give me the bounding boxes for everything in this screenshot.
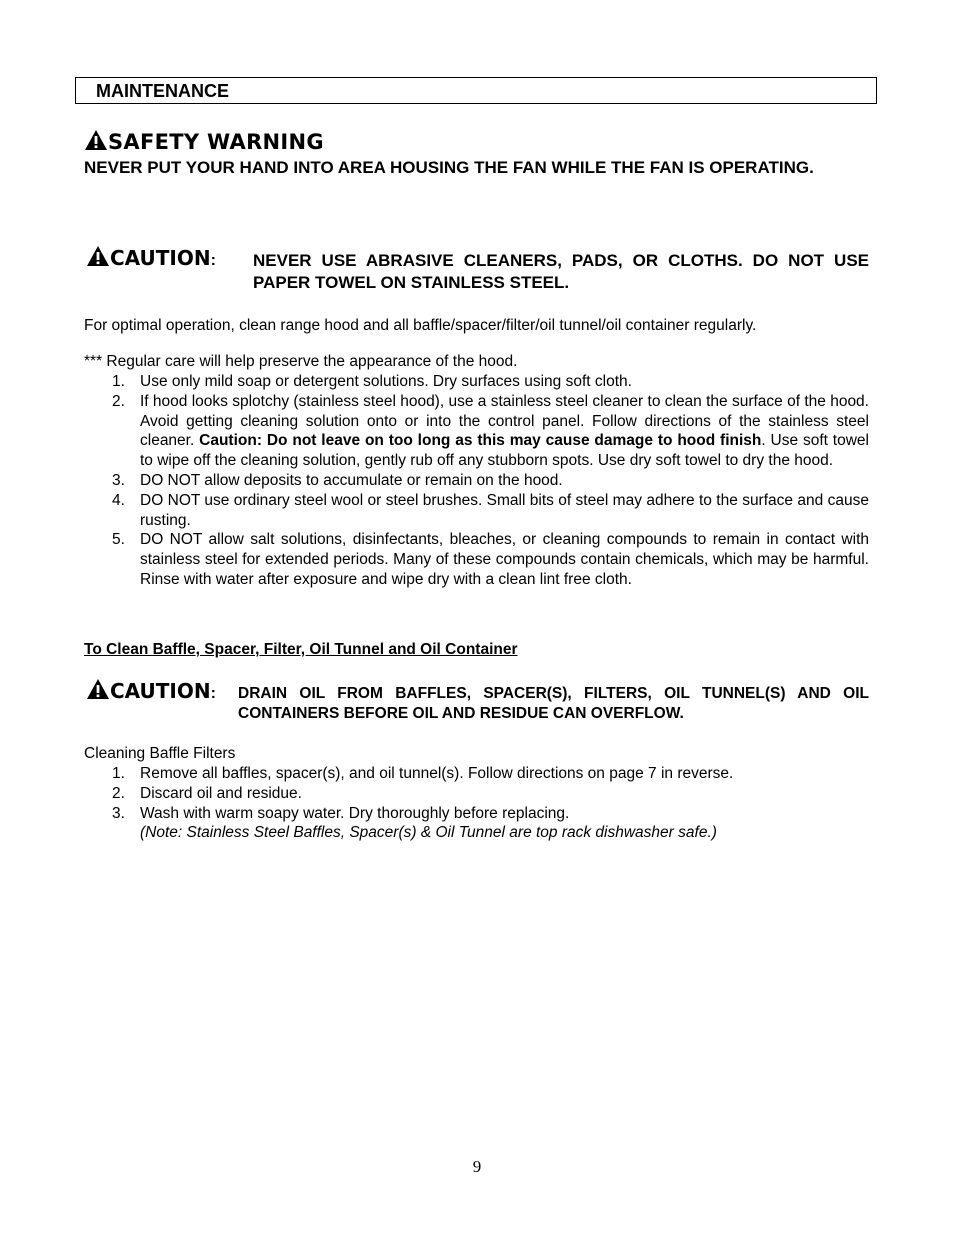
list-number: 3. <box>112 804 125 822</box>
list-item <box>84 804 869 844</box>
care-steps-list <box>84 372 869 590</box>
warning-triangle-icon <box>86 245 110 267</box>
filter-steps-list <box>84 764 869 843</box>
list-item-text: DO NOT allow deposits to accumulate or remain on the hood. <box>140 471 563 489</box>
caution-colon-2: : <box>210 685 216 702</box>
caution-colon-1: : <box>210 252 216 269</box>
list-item <box>84 530 869 589</box>
list-item-text: DO NOT use ordinary steel wool or steel brushes. Small bits of steel may adhere to the surface and cause rusting. <box>140 491 869 529</box>
list-number: 1. <box>112 373 125 390</box>
section-title: MAINTENANCE <box>96 81 229 101</box>
warning-triangle-icon <box>86 678 110 700</box>
list-item-text: DO NOT allow salt solutions, disinfectants, bleaches, or cleaning compounds to remain in contact with stainless steel for extended periods. Many of these compounds contain chemicals, which may be harmful. Rinse with water after exposure and wipe dry with a clean lint free cloth. <box>140 531 869 588</box>
list-item <box>84 372 869 392</box>
list-item-text: Wash with warm soapy water. Dry thoroughly before replacing. <box>140 804 570 822</box>
warning-triangle-icon <box>84 129 108 151</box>
safety-warning-text: NEVER PUT YOUR HAND INTO AREA HOUSING THE FAN WHILE THE FAN IS OPERATING. <box>84 158 814 177</box>
dishwasher-note: (Note: Stainless Steel Baffles, Spacer(s) & Oil Tunnel are top rack dishwasher safe.) <box>140 824 717 842</box>
list-item-text: Discard oil and residue. <box>140 784 302 802</box>
page-number: 9 <box>472 1157 482 1176</box>
list-item-text: If hood looks splotchy (stainless steel hood), use a stainless steel cleaner to clean the surface of the hood. Avoid getting cleaning solution onto or into the control panel. Follow directions of the stainless steel cleaner. <box>140 392 869 450</box>
intro-paragraph: For optimal operation, clean range hood and all baffle/spacer/filter/oil tunnel/oil container regularly. <box>84 317 757 334</box>
list-number: 2. <box>112 392 125 410</box>
list-item-text: . Use soft towel to wipe off the cleaning solution, gently rub off any stubborn spots. Use dry soft towel to dry the hood. <box>140 432 869 470</box>
list-number: 2. <box>112 784 125 802</box>
caution-text-1: NEVER USE ABRASIVE CLEANERS, PADS, OR CLOTHS. DO NOT USE PAPER TOWEL ON STAINLESS STEEL. <box>253 251 869 292</box>
list-item <box>84 764 869 784</box>
list-item <box>84 784 869 804</box>
caution-heading-2 <box>86 678 216 703</box>
caution-inline-text: Caution: Do not leave on too long as this may cause damage to hood finish <box>199 432 762 450</box>
caution-heading-1 <box>86 245 216 270</box>
list-item-text: Use only mild soap or detergent solutions. Dry surfaces using soft cloth. <box>140 373 632 390</box>
caution-text-2: DRAIN OIL FROM BAFFLES, SPACER(S), FILTERS, OIL TUNNEL(S) AND OIL CONTAINERS BEFORE OIL AND RESIDUE CAN OVERFLOW. <box>238 685 869 722</box>
safety-warning-heading <box>84 129 324 154</box>
section-header-box <box>75 77 877 104</box>
list-item <box>84 471 869 491</box>
safety-warning-label: SAFETY WARNING <box>108 130 324 154</box>
list-number: 3. <box>112 471 125 489</box>
list-item <box>84 392 869 471</box>
list-number: 1. <box>112 765 125 782</box>
list-number: 4. <box>112 491 125 509</box>
list-item-text: Remove all baffles, spacer(s), and oil tunnel(s). Follow directions on page 7 in reverse. <box>140 765 734 782</box>
list-item <box>84 491 869 531</box>
care-note: *** Regular care will help preserve the appearance of the hood. <box>84 353 518 370</box>
list-number: 5. <box>112 531 125 549</box>
caution-label-2: CAUTION <box>110 679 211 703</box>
caution-label-1: CAUTION <box>110 246 211 270</box>
filters-title: Cleaning Baffle Filters <box>84 745 236 762</box>
cleaning-subheading: To Clean Baffle, Spacer, Filter, Oil Tunnel and Oil Container <box>84 641 518 658</box>
